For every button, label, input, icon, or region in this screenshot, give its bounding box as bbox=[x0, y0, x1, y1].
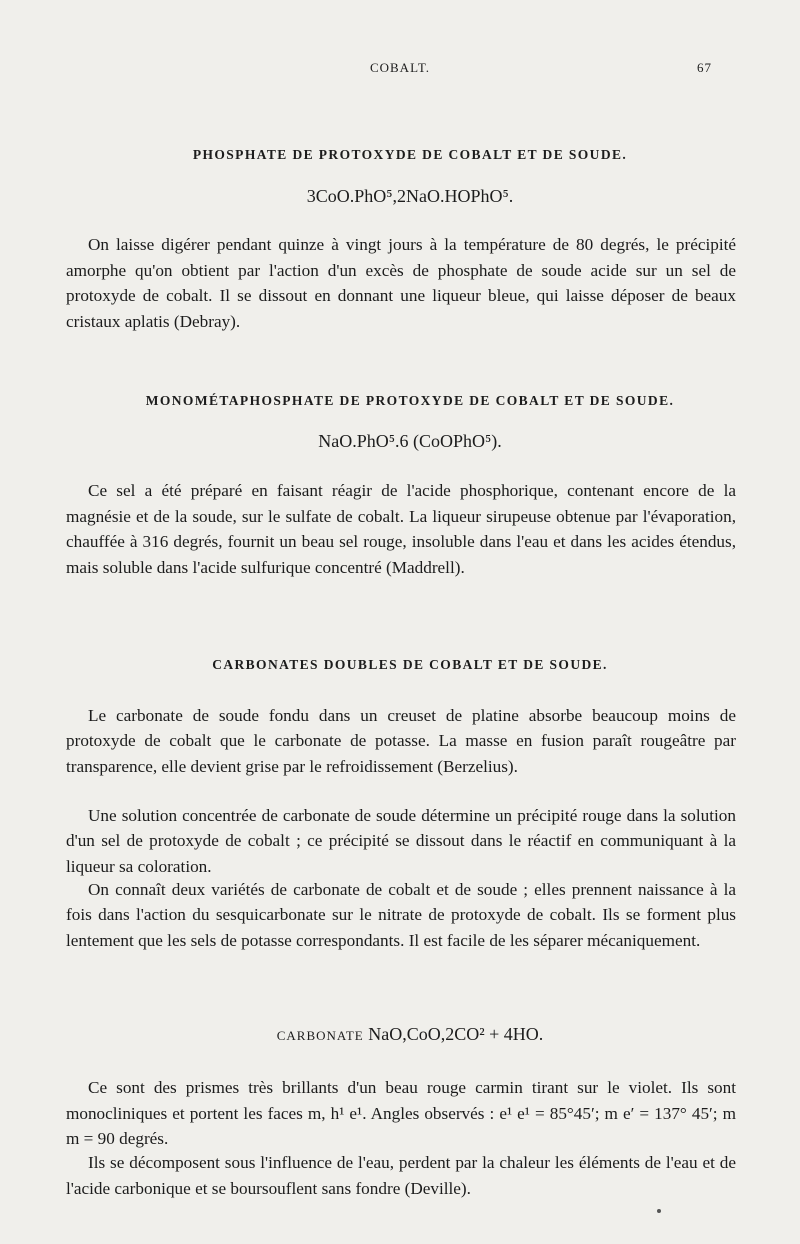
ink-speck bbox=[657, 1209, 661, 1213]
running-title: COBALT. bbox=[369, 60, 431, 75]
section-formula-line bbox=[80, 1024, 740, 1045]
paragraph: Le carbonate de soude fondu dans un creuset de platine absorbe beaucoup moins de protoxyde de cobalt que le carbonate de potasse. La masse en fusion paraît rougeâtre par transparence, elle devient grise par le refroidissement (Berzelius). bbox=[66, 706, 736, 776]
paragraph: Ce sel a été préparé en faisant réagir de l'acide phosphorique, contenant encore de la magnésie et de la soude, sur le sulfate de cobalt. La liqueur sirupeuse obtenue par l'évaporation, chauffée à 316 degrés, fournit un beau sel rouge, insoluble dans l'eau et dans les acides étendus, mais soluble dans l'acide sulfurique concentré (Maddrell). bbox=[66, 481, 736, 577]
section-heading: PHOSPHATE DE PROTOXYDE DE COBALT ET DE SOUDE. bbox=[192, 147, 628, 162]
paragraph: Ils se décomposent sous l'influence de l'eau, perdent par la chaleur les éléments de l'eau et de l'acide carbonique et se boursouflent sans fondre (Deville). bbox=[66, 1153, 736, 1198]
section-heading-label: CARBONATE bbox=[276, 1028, 364, 1043]
chemical-formula: NaO,CoO,2CO² + 4HO. bbox=[368, 1024, 544, 1044]
paragraph: Une solution concentrée de carbonate de soude détermine un précipité rouge dans la solution d'un sel de protoxyde de cobalt ; ce précipité se dissout dans le réactif en communiquant à la liqueur sa coloration. bbox=[66, 806, 736, 876]
page-number: 67 bbox=[697, 60, 712, 75]
chemical-formula: NaO.PhO⁵.6 (CoOPhO⁵). bbox=[318, 431, 502, 451]
paragraph: On laisse digérer pendant quinze à vingt jours à la température de 80 degrés, le précipité amorphe qu'on obtient par l'action d'un excès de phosphate de soude acide sur un sel de protoxyde de cobalt. Il se dissout en donnant une liqueur bleue, qui laisse déposer de beaux cristaux aplatis (Debray). bbox=[66, 235, 736, 331]
paragraph: Ce sont des prismes très brillants d'un beau rouge carmin tirant sur le violet. Ils sont monocliniques et portent les faces m, h¹ e¹. Angles observés : e¹ e¹ = 85°45′; m e′ = 137° 45′; m m = 90 degrés. bbox=[66, 1078, 736, 1148]
section-heading: CARBONATES DOUBLES DE COBALT ET DE SOUDE. bbox=[212, 657, 608, 672]
paragraph: On connaît deux variétés de carbonate de cobalt et de soude ; elles prennent naissance à la fois dans l'action du sesquicarbonate sur le nitrate de protoxyde de cobalt. Ils se forment plus lentement que les sels de potasse correspondants. Il est facile de les séparer mécaniquement. bbox=[66, 880, 736, 950]
running-header bbox=[88, 60, 712, 82]
chemical-formula: 3CoO.PhO⁵,2NaO.HOPhO⁵. bbox=[306, 186, 514, 206]
section-heading: MONOMÉTAPHOSPHATE DE PROTOXYDE DE COBALT ET DE SOUDE. bbox=[145, 393, 675, 408]
